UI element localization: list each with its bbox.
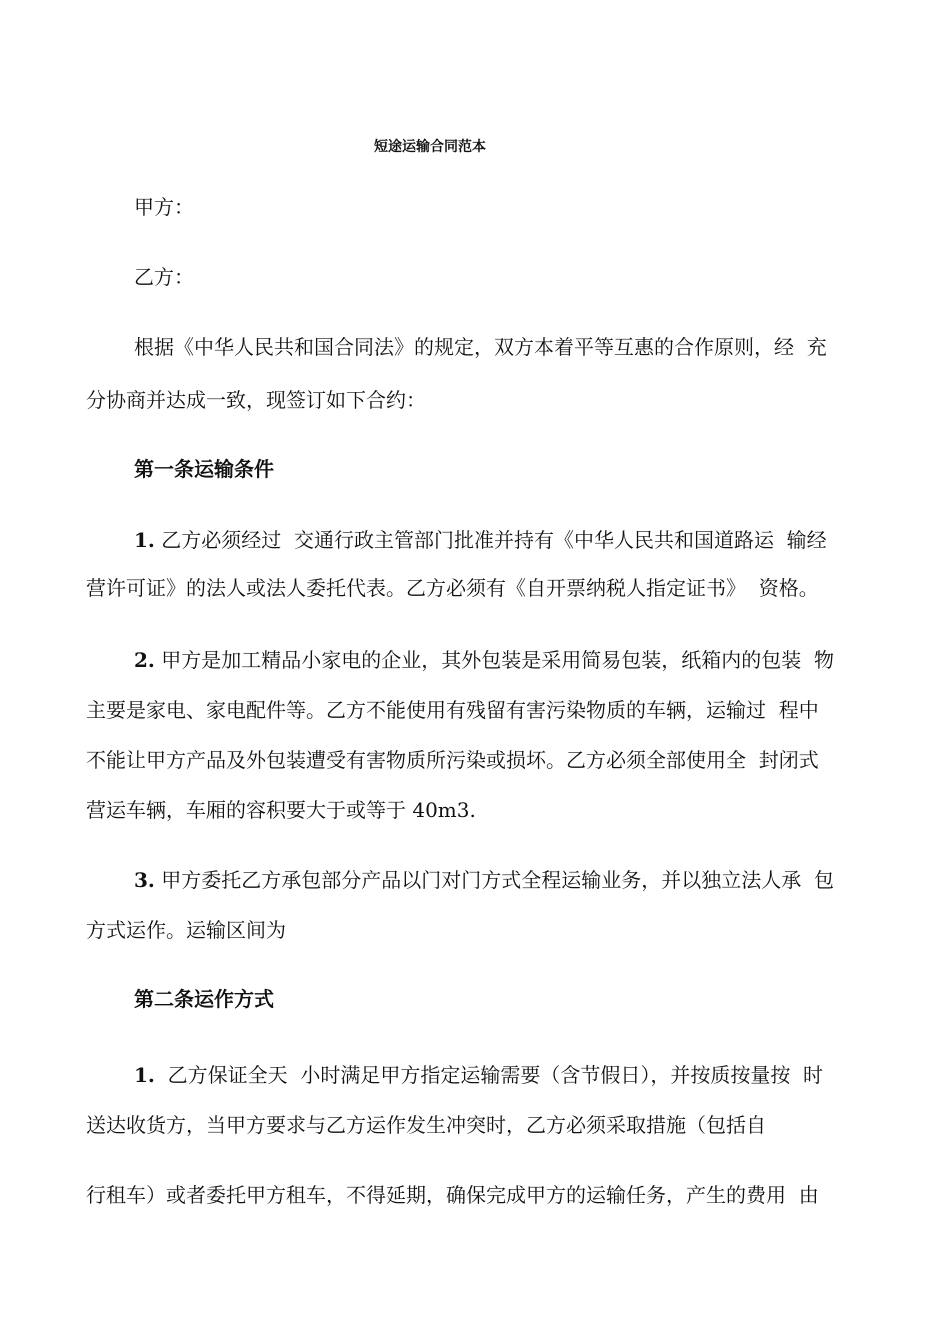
clause-line: 营运车辆，车厢的容积要大于或等于 40m3. <box>86 798 476 822</box>
clause-line: 甲方委托乙方承包部分产品以门对门方式全程运输业务，并以独立法人承 包 <box>154 868 834 892</box>
clause-number: 1. <box>134 1063 155 1087</box>
clause-line: 营许可证》的法人或法人委托代表。乙方必须有《自开票纳税人指定证书》 资格。 <box>86 576 819 600</box>
document-title: 短途运输合同范本 <box>374 139 486 155</box>
clause-number: 3. <box>134 868 155 892</box>
clause-number: 2. <box>134 648 155 672</box>
party-a-label: 甲方： <box>134 195 194 219</box>
article-1-heading: 第一条运输条件 <box>134 457 274 481</box>
clause-line: 方式运作。运输区间为 <box>86 918 286 942</box>
clause-line: 不能让甲方产品及外包装遭受有害物质所污染或损坏。乙方必须全部使用全 封闭式 <box>86 748 819 772</box>
article-2-heading: 第二条运作方式 <box>134 987 274 1011</box>
clause-line: 甲方是加工精品小家电的企业，其外包装是采用简易包装，纸箱内的包装 物 <box>154 648 834 672</box>
party-b-label: 乙方： <box>134 265 194 289</box>
intro-line: 根据《中华人民共和国合同法》的规定，双方本着平等互惠的合作原则，经 充 <box>134 335 827 359</box>
clause-line: 送达收货方，当甲方要求与乙方运作发生冲突时，乙方必须采取措施（包括自 <box>86 1113 766 1137</box>
clause-line: 行租车）或者委托甲方租车，不得延期，确保完成甲方的运输任务，产生的费用 由 <box>86 1183 819 1207</box>
clause-line: 乙方保证全天 小时满足甲方指定运输需要（含节假日），并按质按量按 时 <box>154 1063 824 1087</box>
clause-number: 1. <box>134 528 155 552</box>
clause-line: 主要是家电、家电配件等。乙方不能使用有残留有害污染物质的车辆，运输过 程中 <box>86 698 819 722</box>
intro-line: 分协商并达成一致，现签订如下合约： <box>86 388 426 412</box>
clause-line: 乙方必须经过 交通行政主管部门批准并持有《中华人民共和国道路运 输经 <box>154 528 827 552</box>
